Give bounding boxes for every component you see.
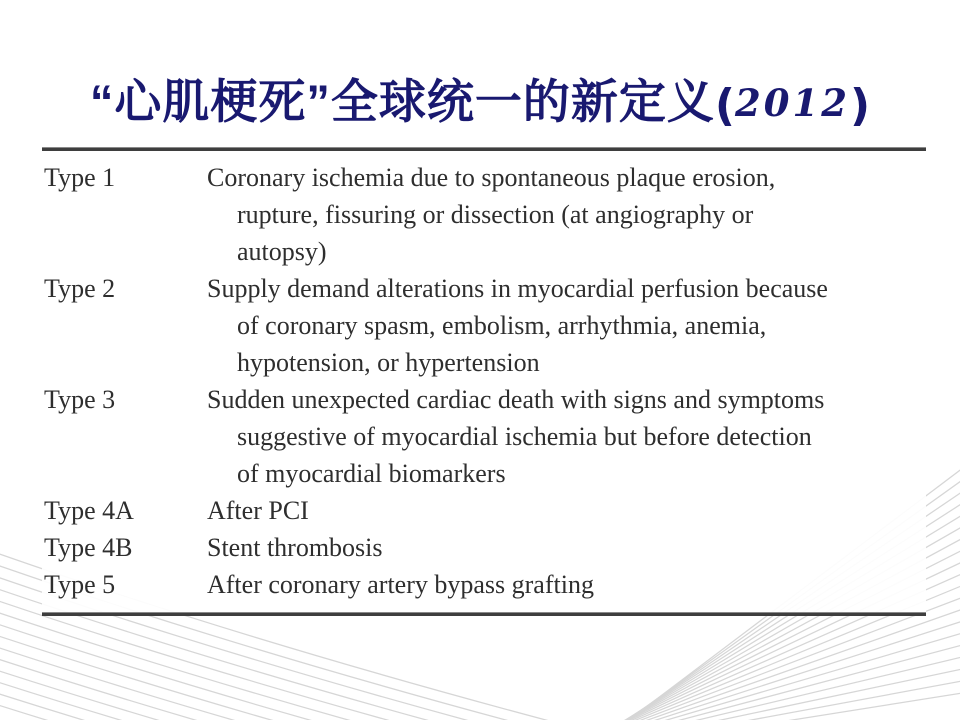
type-label: Type 2 [44, 274, 116, 303]
type-description [207, 159, 926, 270]
type-description [207, 492, 926, 529]
type-description [207, 381, 926, 492]
description-line: After coronary artery bypass grafting [207, 570, 594, 599]
mi-types-table [42, 147, 926, 616]
table-row [44, 529, 926, 566]
title-open-paren: ( [714, 80, 735, 132]
slide-title-text: “心肌梗死”全球统一的新定义 [89, 75, 715, 129]
description-line: Coronary ischemia due to spontaneous plaque erosion, [207, 163, 776, 192]
table-row [44, 270, 926, 381]
type-label: Type 3 [44, 385, 116, 414]
description-line: After PCI [207, 496, 309, 525]
title-close-paren: ) [849, 80, 871, 132]
table-rows [42, 151, 926, 612]
table-row [44, 566, 926, 603]
description-line: Stent thrombosis [207, 533, 383, 562]
type-label: Type 4A [44, 496, 134, 525]
type-description [207, 270, 926, 381]
description-line: rupture, fissuring or dissection (at angiography or [237, 200, 754, 229]
description-line: autopsy) [237, 237, 327, 266]
description-line: Sudden unexpected cardiac death with signs and symptoms [207, 385, 825, 414]
description-line: Supply demand alterations in myocardial perfusion because [207, 274, 828, 303]
slide-title [0, 65, 960, 132]
description-line: hypotension, or hypertension [237, 348, 540, 377]
table-bottom-rule [42, 612, 926, 616]
description-line: of coronary spasm, embolism, arrhythmia, anemia, [237, 311, 767, 340]
title-year: 2012 [735, 81, 850, 126]
type-description [207, 566, 926, 603]
table-row [44, 492, 926, 529]
table-row [44, 159, 926, 270]
type-label: Type 4B [44, 533, 133, 562]
type-label: Type 5 [44, 570, 116, 599]
type-description [207, 529, 926, 566]
table-row [44, 381, 926, 492]
description-line: suggestive of myocardial ischemia but before detection [237, 422, 812, 451]
type-label: Type 1 [44, 163, 116, 192]
description-line: of myocardial biomarkers [237, 459, 506, 488]
